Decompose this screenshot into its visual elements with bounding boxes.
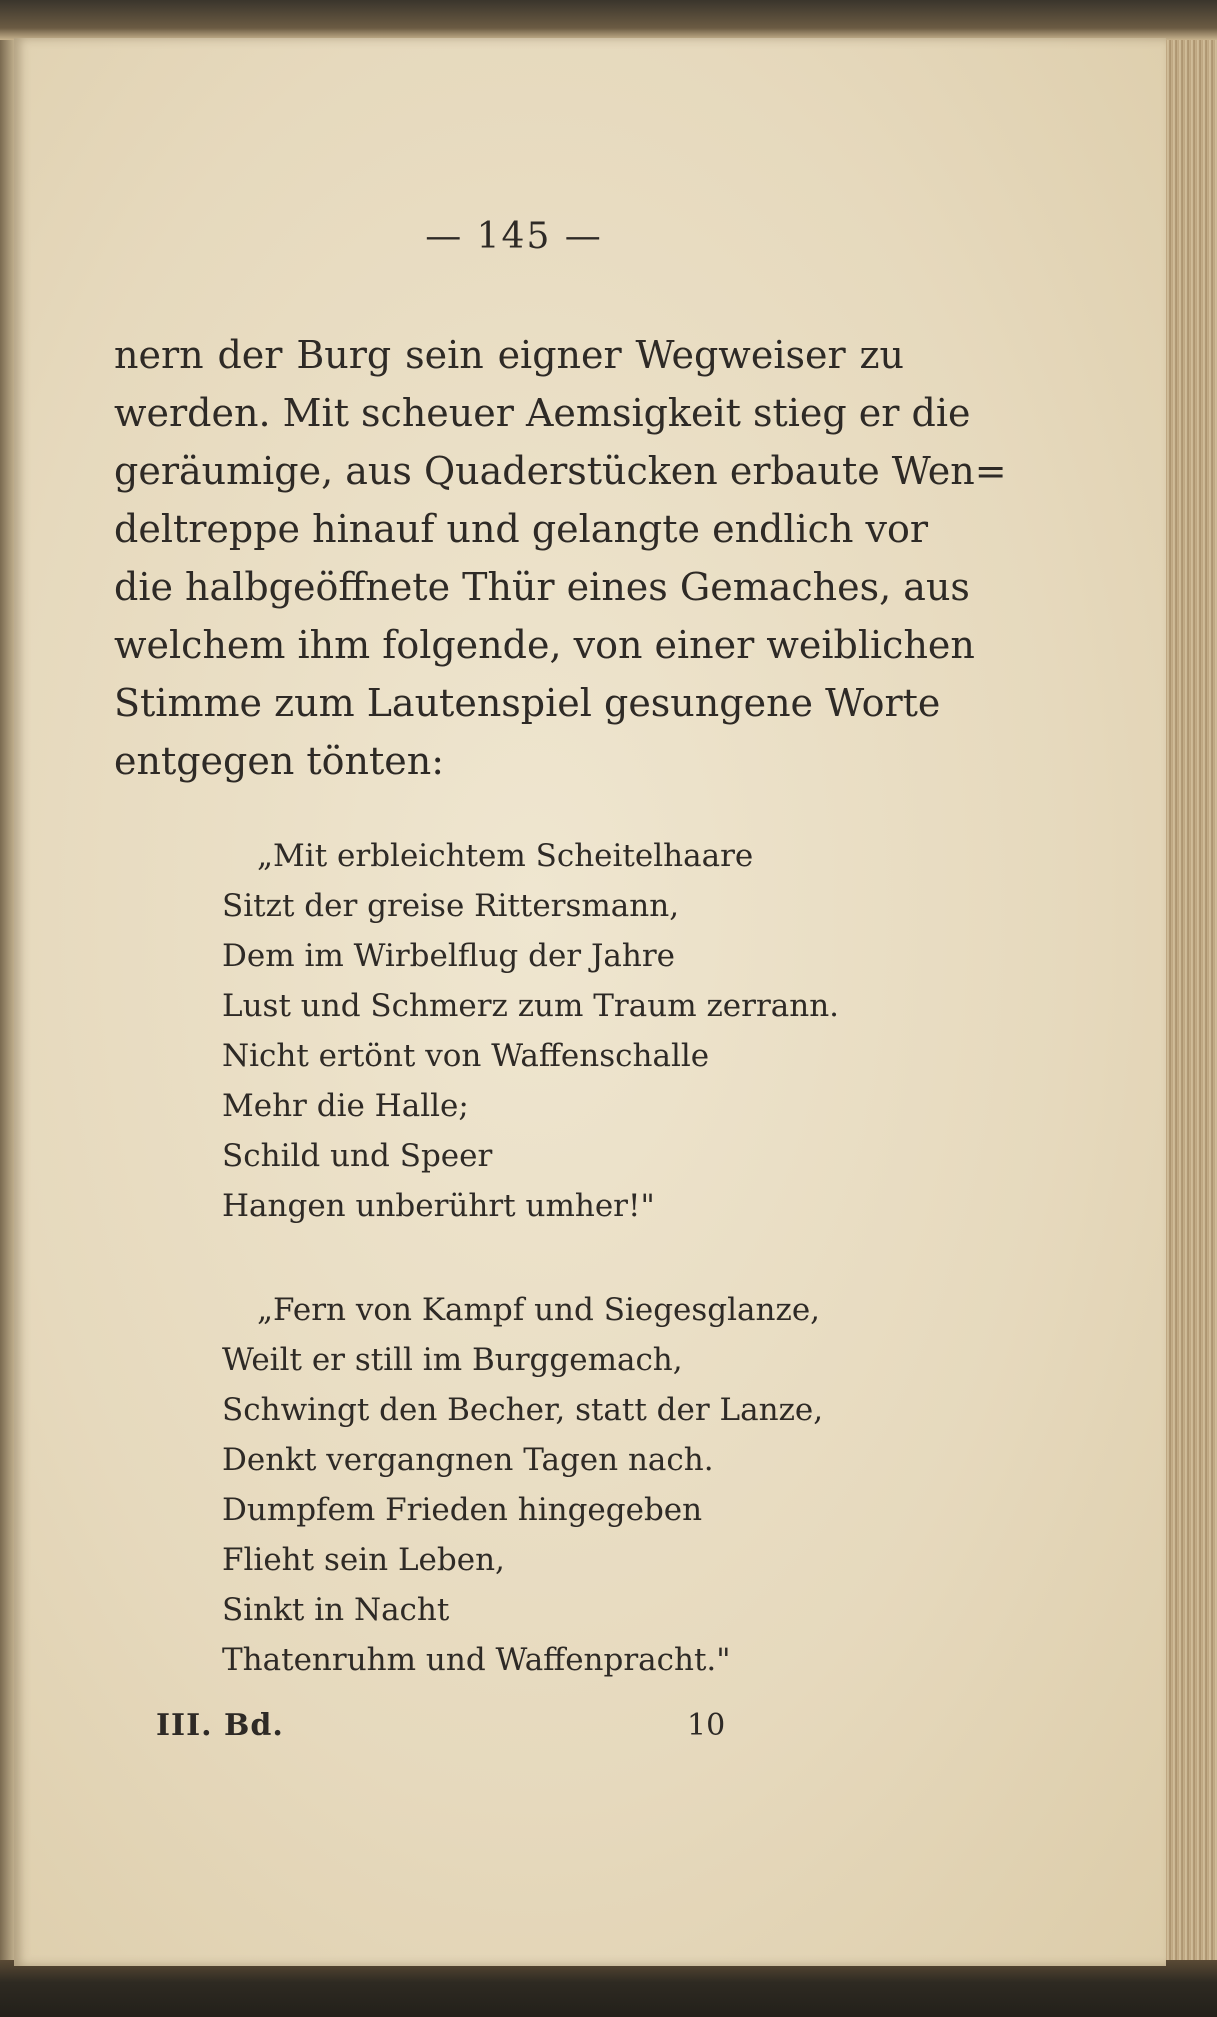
verse-line: Sitzt der greise Rittersmann, — [222, 888, 680, 924]
verse-line: Sinkt in Nacht — [222, 1592, 450, 1628]
verse-line: Dem im Wirbelflug der Jahre — [222, 938, 676, 974]
prose-line: die halbgeöffnete Thür eines Gemaches, aus — [114, 565, 970, 609]
verse-line: Weilt er still im Burggemach, — [222, 1342, 683, 1378]
top-edge — [0, 0, 1217, 40]
page-text — [14, 38, 1166, 1966]
page — [14, 38, 1166, 1966]
verse-line: Lust und Schmerz zum Traum zerrann. — [222, 988, 840, 1024]
verse-line: Flieht sein Leben, — [222, 1542, 505, 1578]
verse-line: Thatenruhm und Waffenpracht." — [222, 1642, 731, 1678]
prose-line: nern der Burg sein eigner Wegweiser zu — [114, 333, 904, 377]
prose-line: geräumige, aus Quaderstücken erbaute Wen= — [114, 449, 1007, 493]
verse-line: Schild und Speer — [222, 1138, 493, 1174]
verse-line: Mehr die Halle; — [222, 1088, 469, 1124]
verse-line: Schwingt den Becher, statt der Lanze, — [222, 1392, 824, 1428]
signature-mark: III. Bd. — [156, 1708, 284, 1743]
verse-line: Denkt vergangnen Tagen nach. — [222, 1442, 714, 1478]
prose-line: welchem ihm folgende, von einer weiblichen — [114, 623, 975, 667]
bottom-edge — [0, 1960, 1217, 2017]
page-number: — 145 — — [425, 216, 603, 257]
prose-line: werden. Mit scheuer Aemsigkeit stieg er die — [114, 391, 971, 435]
verse-line: Nicht ertönt von Waffenschalle — [222, 1038, 710, 1074]
prose-line: Stimme zum Lautenspiel gesungene Worte — [114, 681, 941, 725]
signature-number: 10 — [687, 1708, 726, 1743]
verse-line: Hangen unberührt umher!" — [222, 1188, 655, 1224]
verse-line: Dumpfem Frieden hingegeben — [222, 1492, 703, 1528]
verse-line: „Mit erbleichtem Scheitelhaare — [257, 838, 754, 874]
verse-line: „Fern von Kampf und Siegesglanze, — [257, 1292, 821, 1328]
prose-line: deltreppe hinauf und gelangte endlich vor — [114, 507, 929, 551]
prose-line: entgegen tönten: — [114, 739, 445, 783]
